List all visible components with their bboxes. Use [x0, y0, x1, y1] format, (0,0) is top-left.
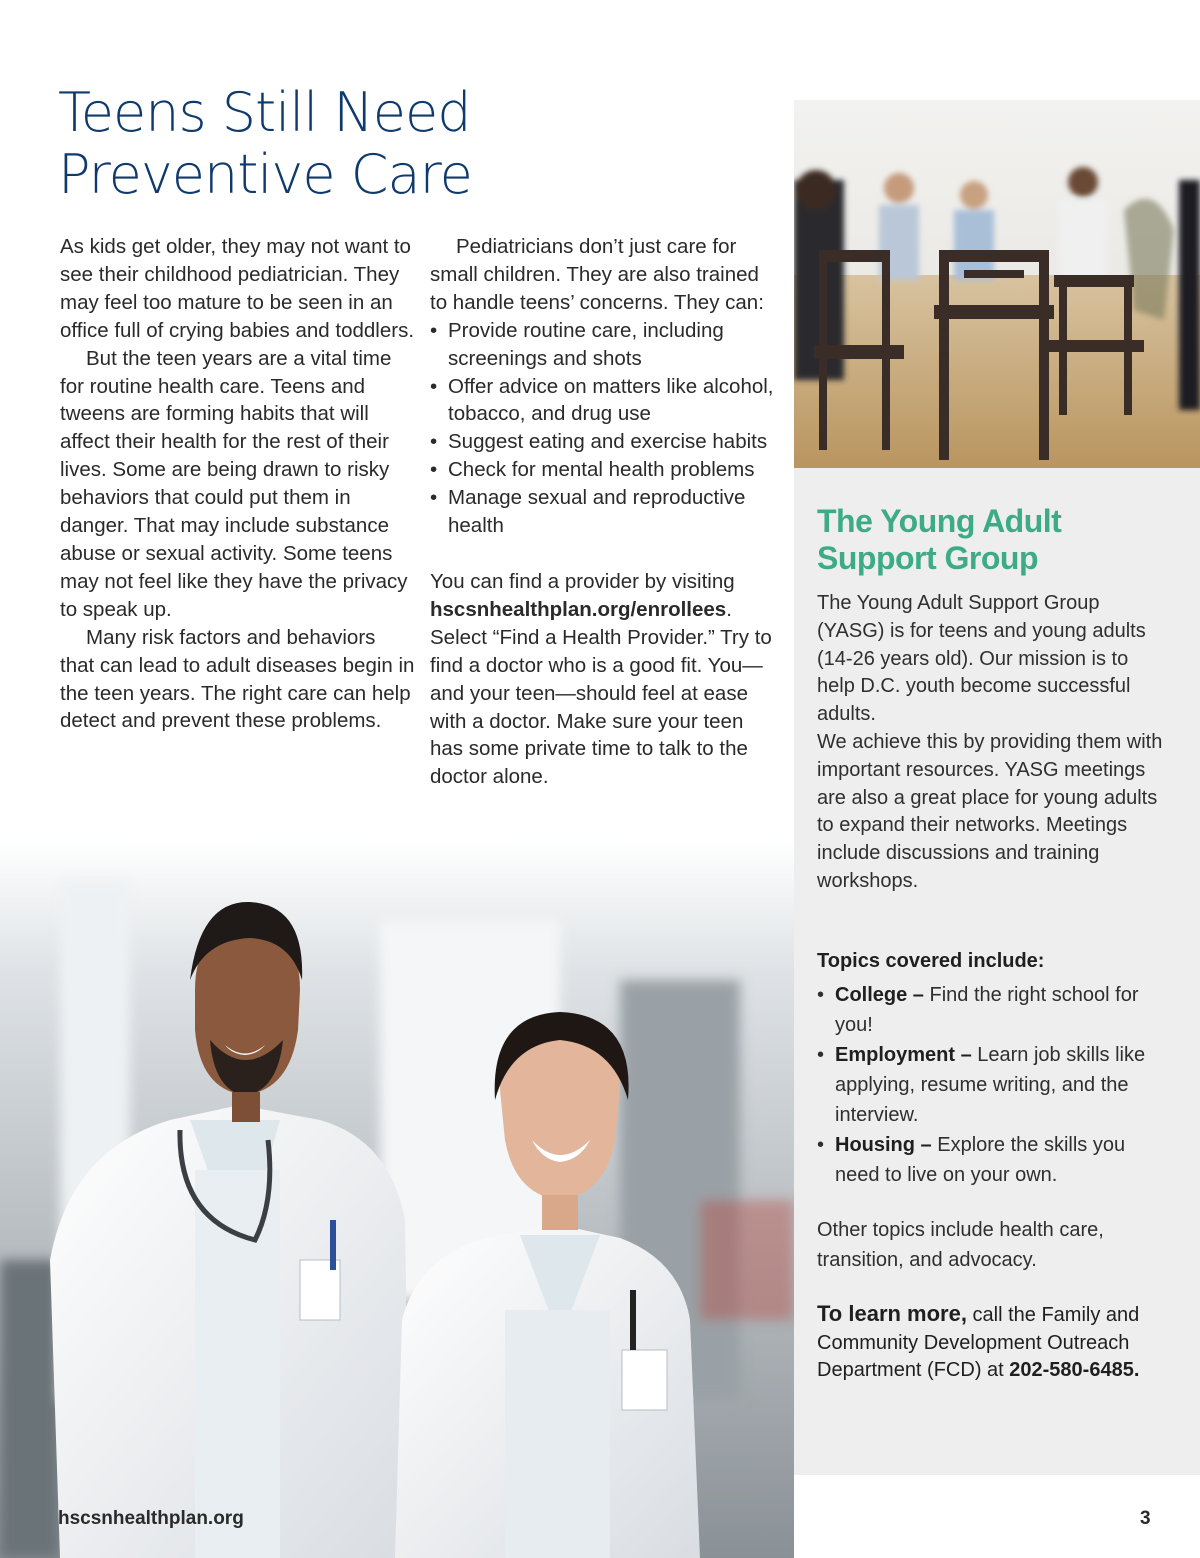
topic-label: Employment –: [835, 1044, 972, 1066]
topic-label: College –: [835, 984, 924, 1006]
other-topics: Other topics include health care, transition, and advocacy.: [817, 1219, 1104, 1271]
topic-item: [817, 1130, 1167, 1190]
list-item: • Manage sexual and reproductive health: [430, 484, 780, 540]
article-paragraph: Many risk factors and behaviors that can lead to adult diseases begin in the teen years. The right care can help detect and prevent these problems.: [60, 625, 415, 733]
article-column-2: [430, 233, 780, 791]
doctors-photo-image: [0, 840, 794, 1558]
list-item: • Check for mental health problems: [430, 456, 780, 484]
find-provider-paragraph: [430, 568, 780, 791]
list-item: • Offer advice on matters like alcohol, tobacco, and drug use: [430, 373, 780, 429]
find-provider-text: You can find a provider by visiting: [430, 569, 735, 593]
page-title: [58, 82, 472, 206]
learn-more-end: .: [1133, 1359, 1140, 1381]
enrollees-link[interactable]: hscsnhealthplan.org/enrollees: [430, 597, 727, 621]
sidebar-paragraph: The Young Adult Support Group (YASG) is for teens and young adults (14-26 years old). Our mission is to help D.C. youth become successful adults.: [817, 592, 1146, 726]
learn-more: [817, 1300, 1177, 1385]
topic-text: Learn job skills like applying, resume writing, and the interview.: [835, 1044, 1146, 1126]
article-paragraph: As kids get older, they may not want to see their childhood pediatrician. They may feel too mature to be seen in an office full of crying babies and toddlers.: [60, 235, 415, 342]
find-provider-text: . Select “Find a Health Provider.” Try to find a doctor who is a good fit. You—and your teen—should feel at ease with a doctor. Make sure your teen has some private time to talk to the doctor alone.: [430, 597, 772, 789]
page-title-line-1: Teens Still Need: [58, 81, 471, 144]
support-group-photo: [794, 100, 1200, 468]
article-paragraph: Pediatricians don’t just care for small children. They are also trained to handle teens’ concerns. They can:: [430, 235, 764, 314]
learn-more-lead: To learn more,: [817, 1301, 967, 1326]
list-item: • Provide routine care, including screenings and shots: [430, 317, 780, 373]
article-paragraph: But the teen years are a vital time for routine health care. Teens and tweens are forming habits that will affect their health for the rest of their lives. Some are being drawn to risky behaviors that could put them in danger. That may include substance abuse or sexual activity. Some teens may not feel like they have the privacy to speak up.: [60, 346, 408, 621]
doctors-photo: [0, 840, 794, 1558]
support-group-photo-image: [794, 100, 1200, 468]
topics-list: [817, 980, 1167, 1190]
page-number: 3: [1140, 1508, 1151, 1529]
phone-number[interactable]: 202-580-6485: [1009, 1359, 1134, 1381]
sidebar-body: [817, 590, 1167, 896]
topic-item: [817, 980, 1167, 1040]
topic-label: Housing –: [835, 1134, 932, 1156]
topic-text: Explore the skills you need to live on your own.: [835, 1134, 1126, 1186]
topics-heading: Topics covered include:: [817, 950, 1045, 972]
list-item: • Suggest eating and exercise habits: [430, 428, 780, 456]
sidebar-paragraph: We achieve this by providing them with important resources. YASG meetings are also a great place for young adults to expand their networks. Meetings include discussions and training workshops.: [817, 730, 1163, 892]
article-column-1: [60, 233, 415, 735]
topic-text: Find the right school for you!: [835, 984, 1139, 1036]
page-title-line-2: Preventive Care: [58, 143, 472, 206]
topic-item: [817, 1040, 1167, 1130]
footer-url[interactable]: hscsnhealthplan.org: [58, 1508, 244, 1529]
sidebar-title: The Young Adult Support Group: [817, 503, 1062, 576]
spacer: [430, 540, 780, 568]
pediatrician-services-list: [430, 317, 780, 540]
learn-more-text: call the Family and Community Development Outreach Department (FCD) at: [817, 1304, 1140, 1381]
